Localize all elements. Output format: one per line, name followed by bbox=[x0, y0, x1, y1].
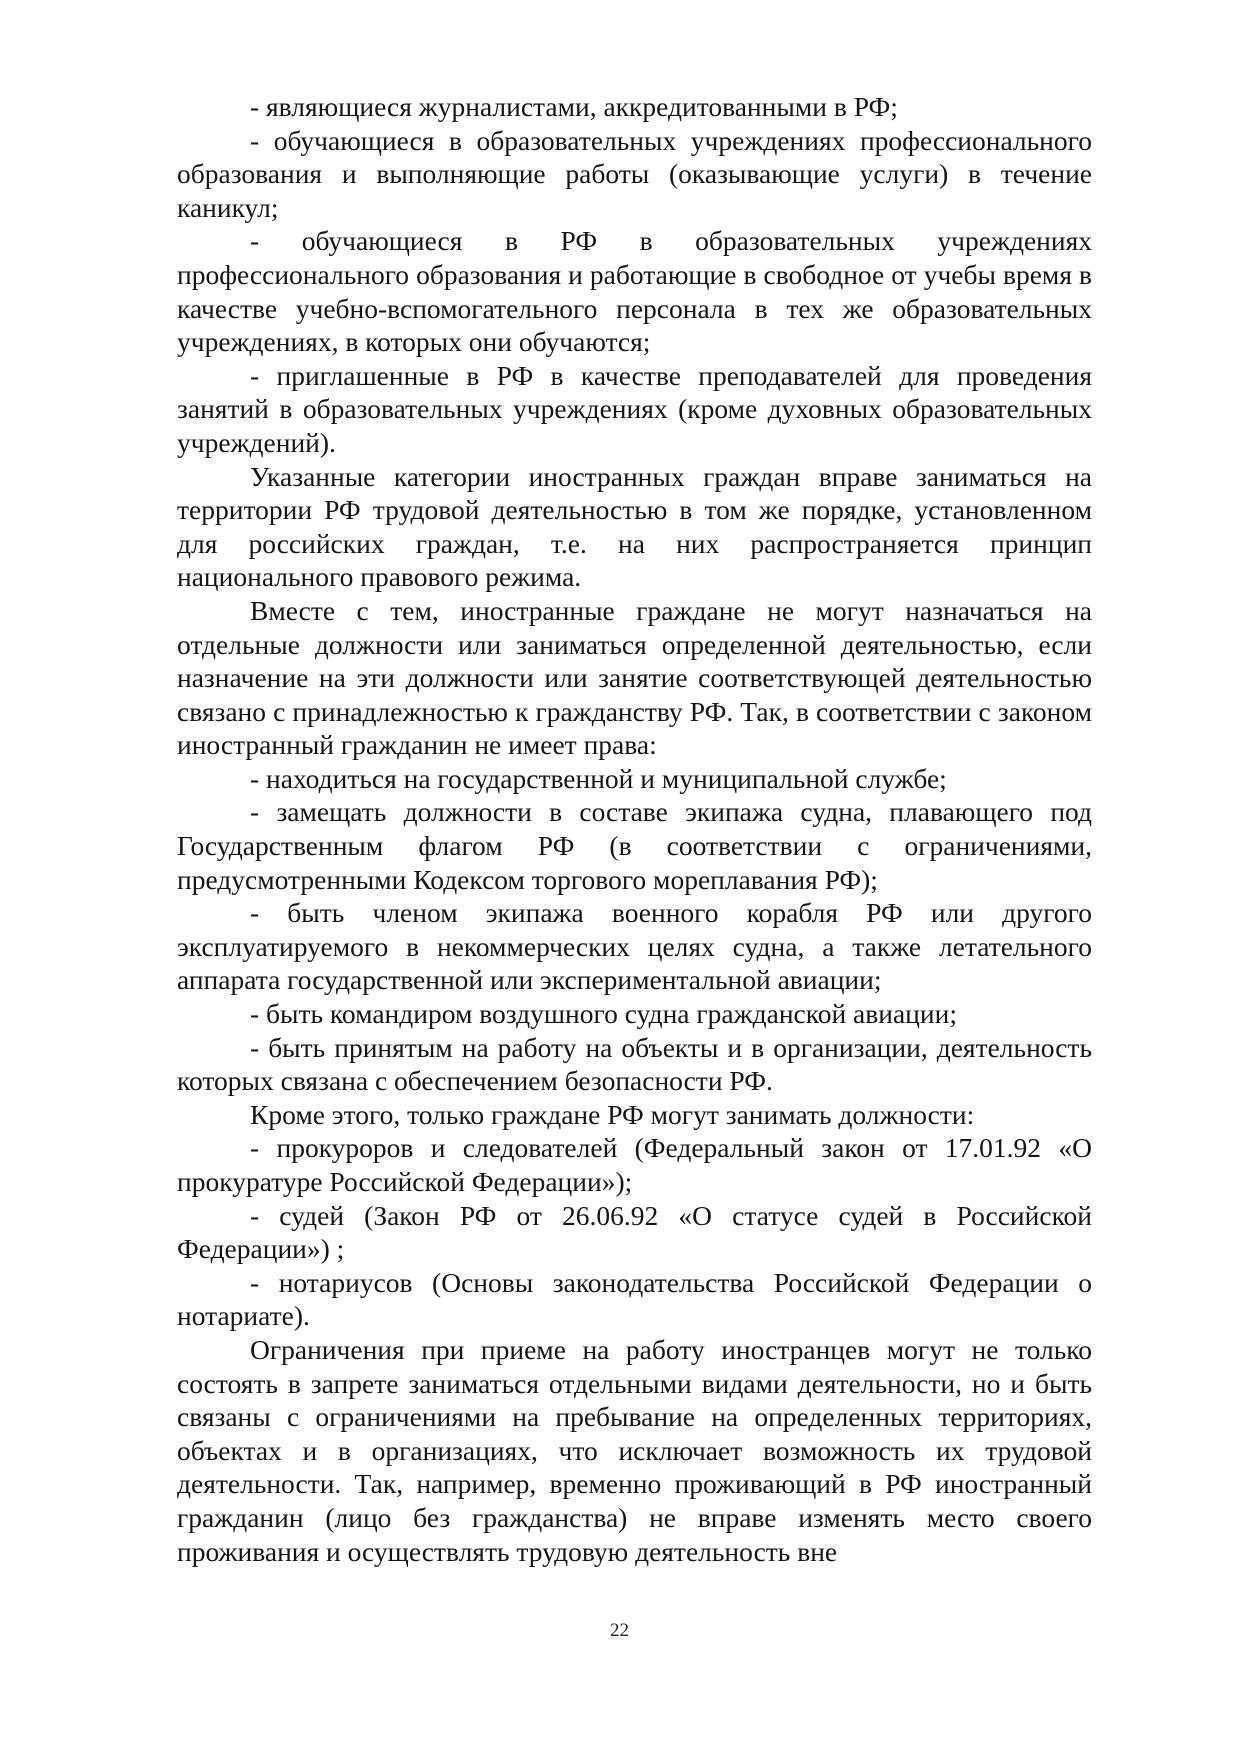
paragraph: - замещать должности в составе экипажа судна, плавающего под Государственным флагом РФ (в соответствии с ограничениями, предусмотренными Кодексом торгового мореплавания РФ); bbox=[177, 796, 1092, 895]
paragraph: - быть членом экипажа военного корабля РФ или другого эксплуатируемого в некоммерческих целях судна, а также летательного аппарата государственной или экспериментальной авиации; bbox=[177, 897, 1092, 996]
page-number: 22 bbox=[610, 1620, 629, 1641]
paragraph: Кроме этого, только граждане РФ могут занимать должности: bbox=[250, 1098, 975, 1130]
paragraph: - нотариусов (Основы законодательства Российской Федерации о нотариате). bbox=[177, 1266, 1092, 1332]
paragraph: - являющиеся журналистами, аккредитованными в РФ; bbox=[250, 91, 898, 122]
paragraph: - находиться на государственной и муниципальной службе; bbox=[250, 762, 947, 794]
paragraph: - быть командиром воздушного судна гражданской авиации; bbox=[250, 998, 957, 1030]
paragraph: Указанные категории иностранных граждан вправе заниматься на территории РФ трудовой деятельностью в том же порядке, установленном для российских граждан, т.е. на них распространяется принцип национального правового режима. bbox=[177, 460, 1092, 593]
paragraph: - судей (Закон РФ от 26.06.92 «О статусе судей в Российской Федерации») ; bbox=[177, 1199, 1092, 1265]
paragraph: - прокуроров и следователей (Федеральный закон от 17.01.92 «О прокуратуре Российской Федерации»); bbox=[177, 1132, 1092, 1197]
paragraph: - приглашенные в РФ в качестве преподавателей для проведения занятий в образовательных учреждениях (кроме духовных образовательных учреждений). bbox=[177, 359, 1092, 458]
text-body bbox=[177, 90, 1092, 1568]
paragraph: - обучающиеся в РФ в образовательных учреждениях профессионального образования и работающие в свободное от учебы время в качестве учебно-вспомогательного персонала в тех же образовательных учреждениях, в которых они обучаются; bbox=[177, 225, 1092, 358]
paragraph: Вместе с тем, иностранные граждане не могут назначаться на отдельные должности или заниматься определенной деятельностью, если назначение на эти должности или занятие соответствующей деятельностью связано с принадлежностью к гражданству РФ. Так, в соответствии с законом иностранный гражданин не имеет права: bbox=[177, 594, 1092, 761]
paragraph: - быть принятым на работу на объекты и в организации, деятельность которых связана с обеспечением безопасности РФ. bbox=[177, 1031, 1092, 1097]
paragraph: - обучающиеся в образовательных учреждениях профессионального образования и выполняющие работы (оказывающие услуги) в течение каникул; bbox=[177, 124, 1092, 223]
paragraph: Ограничения при приеме на работу иностранцев могут не только состоять в запрете заниматься отдельными видами деятельности, но и быть связаны с ограничениями на пребывание на определенных территориях, объектах и в организациях, что исключает возможность их трудовой деятельности. Так, например, временно проживающий в РФ иностранный гражданин (лицо без гражданства) не вправе изменять место своего проживания и осуществлять трудовую деятельность вне bbox=[177, 1333, 1092, 1567]
